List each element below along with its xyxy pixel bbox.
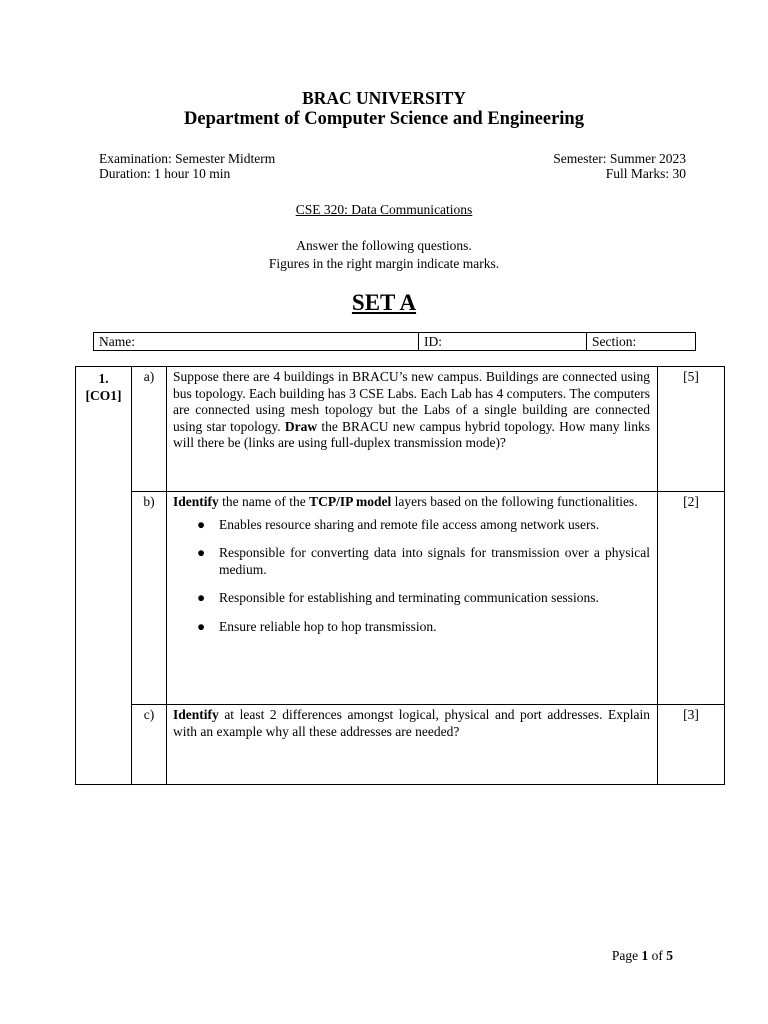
part-a-text-1: Suppose there are 4 buildings in BRACU’s new campus. Buildings are connected using bus topology. Each building has 3 CSE Labs. Each Lab has 4 computers. The computers are connected using mesh topology but the Labs of a single building are connected using star topology. bbox=[173, 369, 650, 434]
examination-type: Examination: Semester Midterm bbox=[99, 151, 276, 166]
list-item bbox=[195, 590, 650, 607]
part-c-text bbox=[167, 705, 658, 785]
page-total: 5 bbox=[666, 948, 673, 963]
part-c-text-1: at least 2 differences amongst logical, physical and port addresses. Explain with an example why all these addresses are needed? bbox=[173, 707, 650, 739]
question-table bbox=[75, 366, 725, 785]
list-item-text: Ensure reliable hop to hop transmission. bbox=[219, 618, 437, 634]
bullet-icon: ● bbox=[197, 516, 206, 532]
page-of: of bbox=[648, 948, 667, 963]
set-label-text: SET A bbox=[351, 290, 417, 315]
part-c-marks: [3] bbox=[658, 705, 725, 785]
part-a-bold-draw: Draw bbox=[284, 418, 318, 434]
part-b-text-2: layers based on the following functionalities. bbox=[391, 494, 638, 509]
question-row-a bbox=[76, 367, 725, 492]
bullet-icon: ● bbox=[197, 545, 206, 560]
student-id-box bbox=[93, 332, 696, 351]
bullet-icon: ● bbox=[197, 590, 206, 605]
list-item bbox=[195, 545, 650, 578]
department-name: Department of Computer Science and Engineering bbox=[184, 109, 584, 129]
exam-duration: Duration: 1 hour 10 min bbox=[99, 166, 231, 181]
set-label bbox=[0, 290, 768, 316]
part-b-marks: [2] bbox=[658, 492, 725, 705]
question-row-c bbox=[76, 705, 725, 785]
question-row-b bbox=[76, 492, 725, 705]
page-current: 1 bbox=[641, 948, 649, 963]
page-number bbox=[612, 948, 673, 964]
part-a-marks: [5] bbox=[658, 367, 725, 492]
part-b-intro bbox=[173, 494, 650, 511]
part-label: c) bbox=[132, 705, 167, 785]
list-item bbox=[195, 619, 650, 636]
question-number-cell-empty bbox=[76, 705, 132, 785]
course-outcome: [CO1] bbox=[85, 387, 122, 403]
section-field: Section: bbox=[592, 334, 637, 349]
part-b-text-1: the name of the bbox=[218, 494, 310, 509]
part-label: a) bbox=[132, 367, 167, 492]
semester: Semester: Summer 2023 bbox=[553, 151, 686, 166]
id-field: ID: bbox=[419, 333, 587, 350]
part-b-bold-tcpip: TCP/IP model bbox=[309, 494, 392, 509]
university-name: BRAC UNIVERSITY bbox=[302, 88, 466, 108]
part-a-text-2: the BRACU new campus hybrid topology. How many links will there be (links are using full-duplex transmission mode)? bbox=[173, 418, 650, 450]
list-item-text: Responsible for establishing and terminating communication sessions. bbox=[219, 590, 599, 605]
part-label: b) bbox=[132, 492, 167, 705]
name-field: Name: bbox=[94, 333, 419, 350]
list-item bbox=[195, 517, 650, 534]
full-marks: Full Marks: 30 bbox=[605, 166, 686, 181]
page-prefix: Page bbox=[611, 948, 642, 963]
course-title bbox=[0, 202, 768, 218]
part-b-text bbox=[167, 492, 658, 705]
part-c-bold-identify: Identify bbox=[173, 707, 219, 722]
list-item-text: Responsible for converting data into signals for transmission over a physical medium. bbox=[219, 545, 650, 577]
part-a-text bbox=[167, 367, 658, 492]
list-item-text: Enables resource sharing and remote file access among network users. bbox=[219, 516, 600, 532]
question-number: 1. bbox=[98, 371, 109, 386]
bullet-icon: ● bbox=[197, 618, 206, 634]
question-number-cell bbox=[76, 367, 132, 492]
instruction-line-2: Figures in the right margin indicate marks. bbox=[268, 256, 500, 271]
course-title-text: CSE 320: Data Communications bbox=[295, 202, 473, 217]
instruction-line-1: Answer the following questions. bbox=[296, 238, 472, 253]
question-number-cell-empty bbox=[76, 492, 132, 705]
part-b-bold-identify: Identify bbox=[173, 494, 219, 509]
functionality-list bbox=[195, 517, 650, 636]
